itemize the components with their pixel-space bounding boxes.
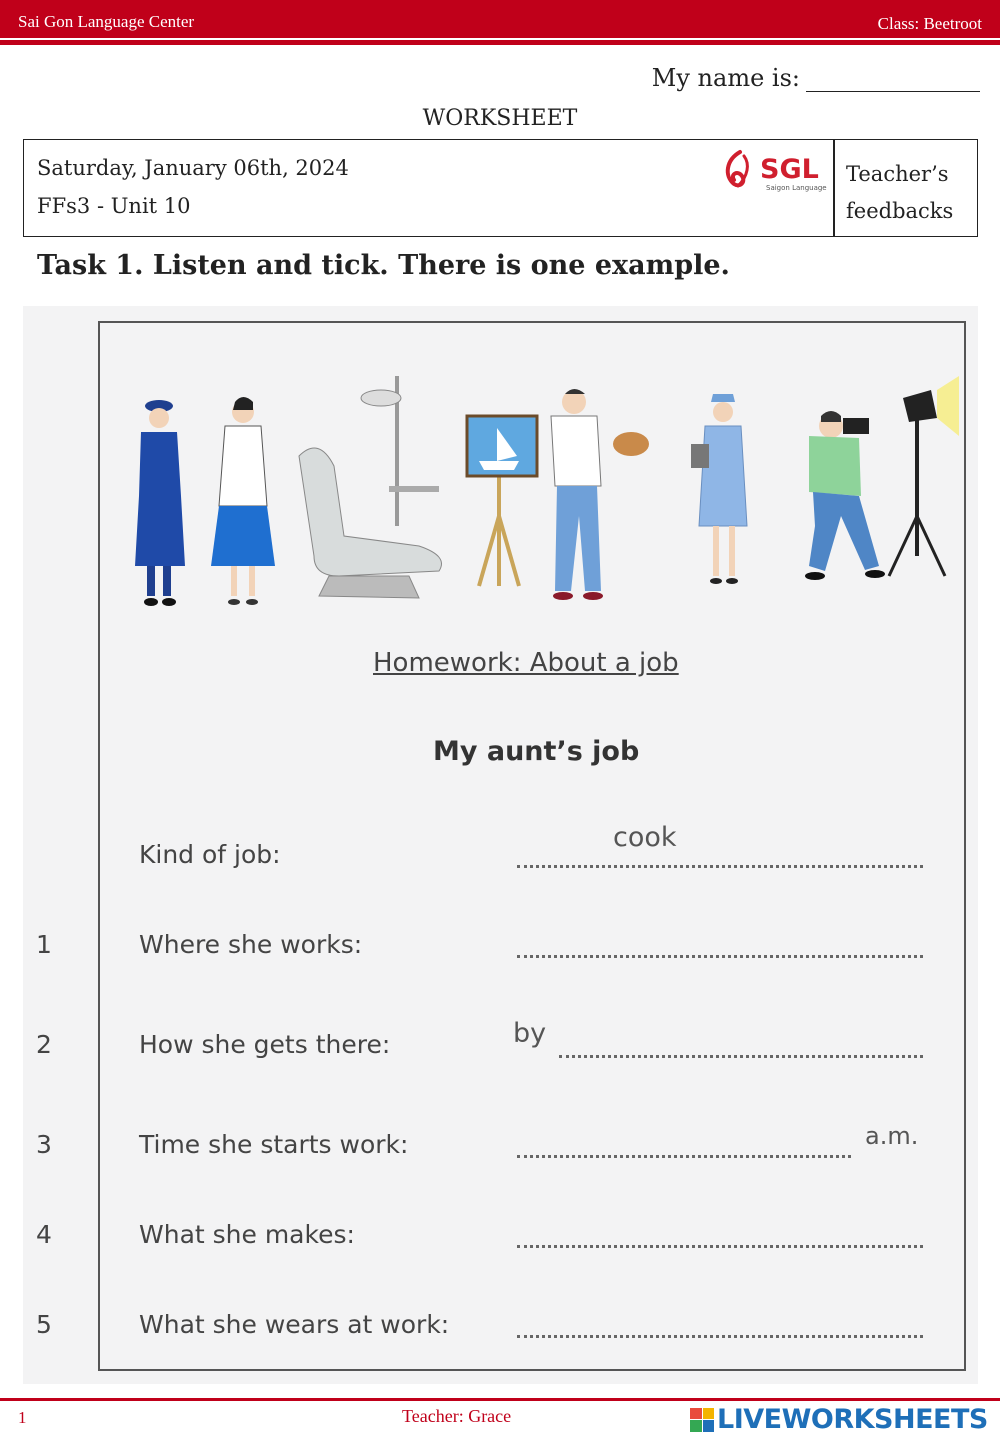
logo-subtext: Saigon Language — [766, 184, 827, 192]
question-text: Time she starts work: — [139, 1130, 409, 1159]
question-number: 2 — [36, 1030, 52, 1059]
answer-prefix: by — [513, 1018, 547, 1049]
answer-line[interactable] — [559, 1054, 923, 1058]
handwritten-answer: cook — [613, 822, 677, 853]
name-input-line[interactable] — [806, 64, 980, 92]
page-number: 1 — [18, 1408, 27, 1427]
name-row — [652, 64, 980, 92]
aunt-job-title: My aunt’s job — [433, 736, 640, 767]
question-number: 4 — [36, 1220, 52, 1249]
homework-title: Homework: About a job — [373, 648, 679, 678]
question-row-2 — [23, 1018, 978, 1070]
question-number: 3 — [36, 1130, 52, 1159]
sgl-logo — [720, 146, 830, 194]
class-label: Class: Beetroot — [877, 14, 982, 33]
teacher-feedback-label: Teacher’s feedbacks — [846, 162, 954, 223]
header-bar — [0, 0, 1000, 38]
question-row-example — [23, 822, 978, 880]
liveworksheets-logo[interactable] — [690, 1404, 988, 1435]
dental-chair-icon — [299, 376, 442, 598]
question-row-1 — [23, 930, 978, 970]
question-text: Where she works: — [139, 930, 363, 959]
answer-line[interactable] — [517, 1154, 851, 1158]
question-number: 1 — [36, 930, 52, 959]
nurse-icon — [691, 394, 747, 584]
question-row-5 — [23, 1310, 978, 1350]
lesson-date: Saturday, January 06th, 2024 — [37, 156, 349, 180]
answer-line[interactable] — [517, 954, 923, 958]
scanned-worksheet — [23, 306, 978, 1384]
question-number: 5 — [36, 1310, 52, 1339]
lesson-unit: FFs3 - Unit 10 — [37, 194, 191, 218]
answer-suffix: a.m. — [865, 1122, 919, 1150]
answer-line[interactable] — [517, 1334, 923, 1338]
question-text: Kind of job: — [139, 840, 281, 869]
photographer-icon — [805, 376, 959, 580]
task-title: Task 1. Listen and tick. There is one example. — [37, 250, 730, 281]
question-row-3 — [23, 1122, 978, 1170]
center-name: Sai Gon Language Center — [18, 12, 195, 31]
name-label: My name is: — [651, 64, 800, 92]
header-divider — [0, 40, 1000, 45]
painter-icon — [467, 389, 649, 600]
logo-text: SGL — [760, 154, 819, 185]
question-row-4 — [23, 1220, 978, 1260]
question-text: What she wears at work: — [139, 1310, 450, 1339]
info-box — [23, 139, 978, 237]
footer-divider — [0, 1398, 1000, 1401]
dentist-icon — [211, 397, 275, 605]
answer-line[interactable] — [517, 1244, 923, 1248]
question-text: How she gets there: — [139, 1030, 391, 1059]
feedback-divider — [833, 140, 835, 236]
police-officer-icon — [135, 400, 185, 606]
liveworksheets-icon — [690, 1408, 714, 1432]
teacher-name: Teacher: Grace — [402, 1406, 512, 1426]
question-text: What she makes: — [139, 1220, 355, 1249]
liveworksheets-brand: LIVEWORKSHEETS — [717, 1404, 988, 1435]
job-illustrations — [119, 366, 959, 616]
answer-line[interactable] — [517, 864, 923, 868]
worksheet-title: WORKSHEET — [422, 106, 578, 131]
